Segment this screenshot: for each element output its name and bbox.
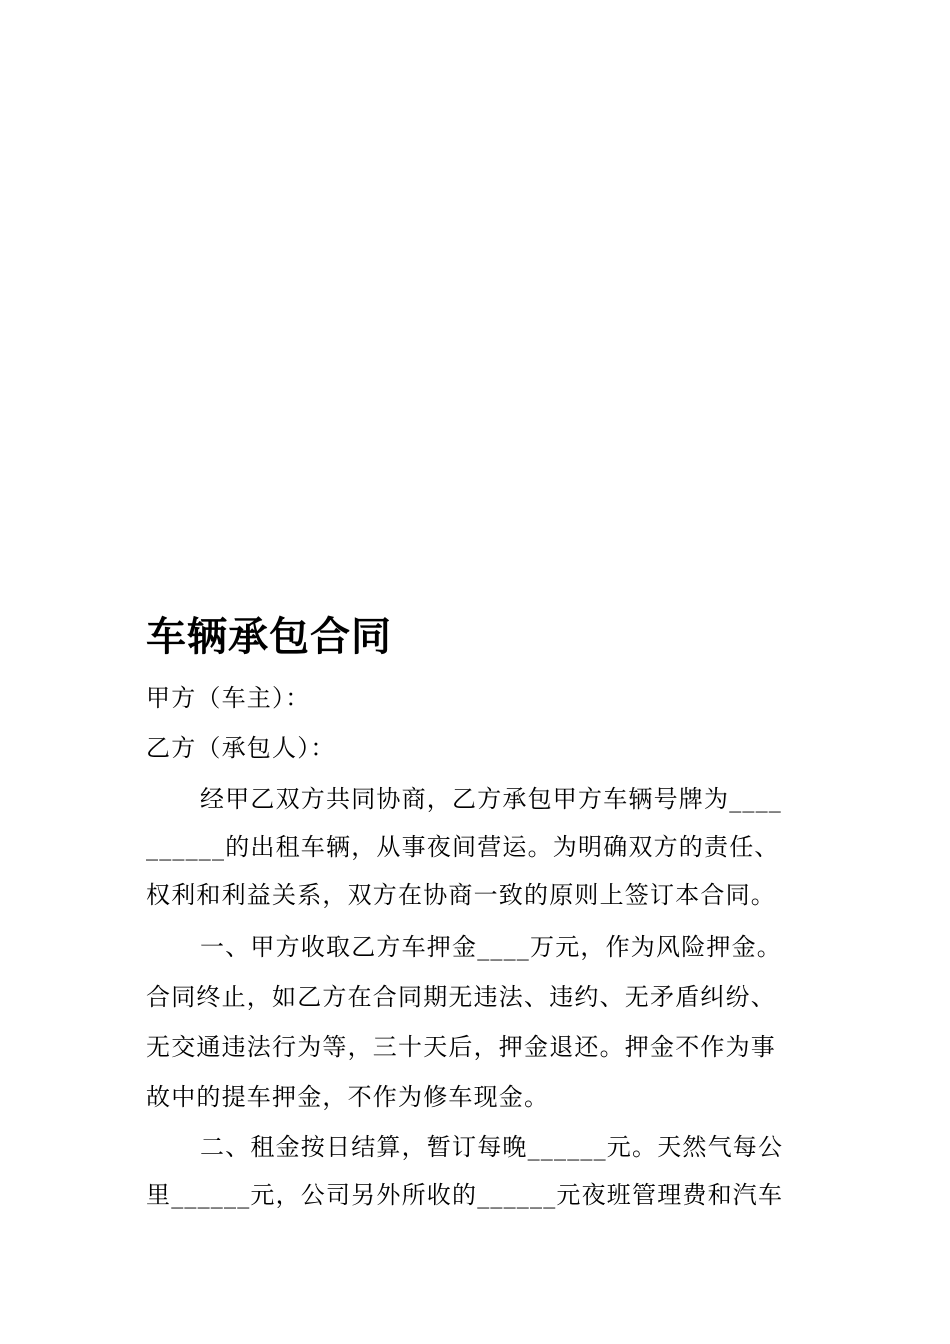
document-title: 车辆承包合同 — [146, 614, 392, 660]
clause-2-line-1: 二、租金按日结算，暂订每晚______元。天然气每公 — [200, 1133, 784, 1161]
clause-2-line-2: 里______元，公司另外所收的______元夜班管理费和汽车 — [146, 1181, 784, 1209]
party-b-line: 乙方（承包人）： — [146, 734, 336, 762]
clause-1-line-4: 故中的提车押金，不作为修车现金。 — [146, 1083, 550, 1111]
clause-1-line-1: 一、甲方收取乙方车押金____万元，作为风险押金。 — [200, 933, 782, 961]
preamble-line-1: 经甲乙双方共同协商，乙方承包甲方车辆号牌为____ — [200, 785, 782, 813]
preamble-line-3: 权利和利益关系，双方在协商一致的原则上签订本合同。 — [146, 881, 776, 909]
clause-1-line-2: 合同终止，如乙方在合同期无违法、违约、无矛盾纠纷、 — [146, 983, 776, 1011]
party-a-line: 甲方（车主）： — [146, 684, 311, 712]
clause-1-line-3: 无交通违法行为等，三十天后，押金退还。押金不作为事 — [146, 1033, 776, 1061]
preamble-line-2: ______的出租车辆，从事夜间营运。为明确双方的责任、 — [146, 833, 780, 861]
